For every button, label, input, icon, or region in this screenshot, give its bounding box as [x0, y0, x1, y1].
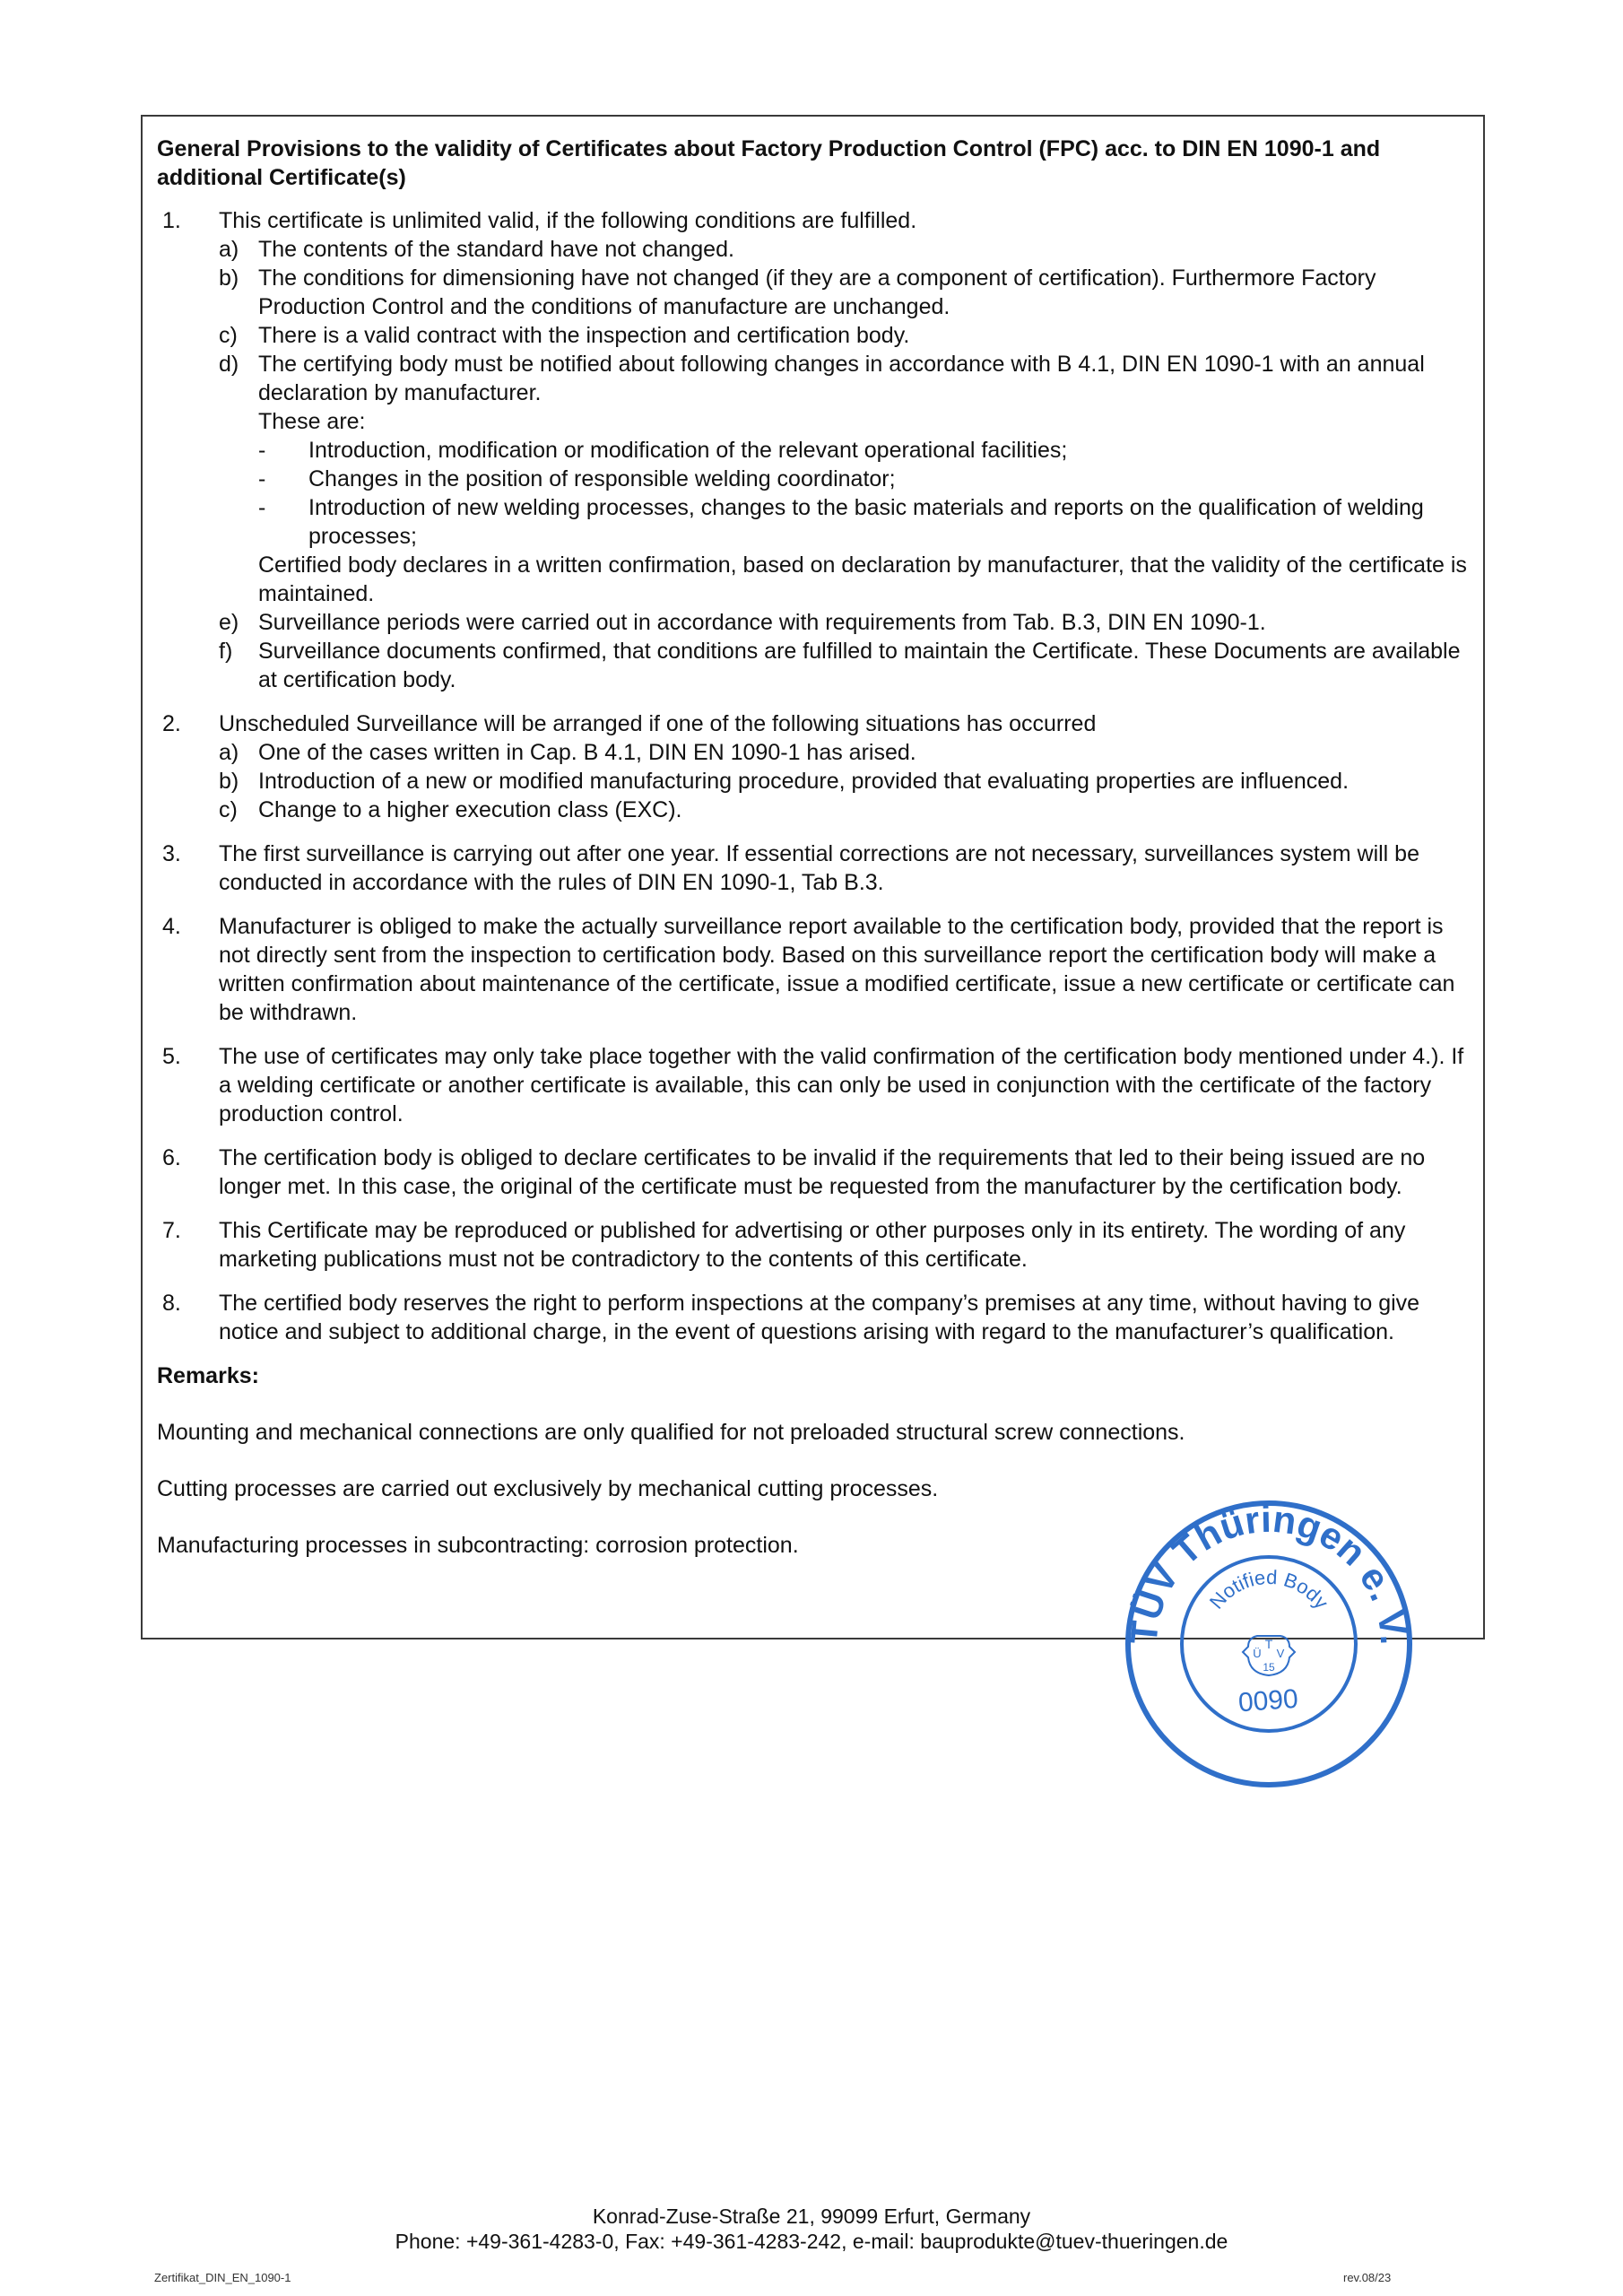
provision-item-1: [157, 206, 1471, 694]
sub-letter: c): [219, 797, 238, 822]
item-text: Unscheduled Surveillance will be arranged if one of the following situations has occurred: [219, 711, 1097, 736]
provision-item-4: [157, 912, 1471, 1027]
item-text: The certified body reserves the right to perform inspections at the company’s premises at any time, without having to give notice and subject to additional charge, in the event of questions arising with regard to the manufacturer’s qualification.: [219, 1291, 1420, 1344]
item-number: 5.: [162, 1044, 181, 1069]
dash-item-3: - Introduction of new welding processes, changes to the basic materials and reports on the qualification of welding processes;: [258, 495, 1424, 549]
item-text: This certificate is unlimited valid, if the following conditions are fulfilled.: [219, 208, 917, 233]
stamp-outer-text: TÜV Thüringen e. V.: [1122, 1497, 1416, 1647]
item-number: 4.: [162, 914, 181, 939]
sub-text: There is a valid contract with the inspection and certification body.: [258, 323, 910, 348]
footer-contact-line: Phone: +49-361-4283-0, Fax: +49-361-4283-242, e-mail: bauprodukte@tuev-thueringen.de: [395, 2230, 1228, 2253]
sub-text: Surveillance documents confirmed, that conditions are fulfilled to maintain the Certificate. These Documents are available at certification body.: [258, 639, 1461, 692]
sub-letter: c): [219, 323, 238, 348]
remark-line-1: Mounting and mechanical connections are only qualified for not preloaded structural screw connections.: [157, 1420, 1185, 1445]
dash-item-2: - Changes in the position of responsible welding coordinator;: [258, 466, 896, 491]
provisions-box: [141, 115, 1485, 1639]
sub-item-1b: [219, 264, 1471, 321]
dash-text: Changes in the position of responsible welding coordinator;: [308, 466, 896, 491]
sub-text: Change to a higher execution class (EXC).: [258, 797, 682, 822]
provision-item-3: [157, 839, 1471, 897]
sub-item-1a: [219, 235, 1471, 264]
sub-text: Surveillance periods were carried out in accordance with requirements from Tab. B.3, DIN EN 1090-1.: [258, 610, 1266, 635]
sub-text: The conditions for dimensioning have not changed (if they are a component of certification). Furthermore Factory Production Control and the conditions of manufacture are unchanged.: [258, 265, 1376, 319]
provision-item-2: [157, 709, 1471, 824]
sub-text: One of the cases written in Cap. B 4.1, DIN EN 1090-1 has arised.: [258, 740, 916, 765]
provision-item-7: [157, 1216, 1471, 1274]
remark-line-2: Cutting processes are carried out exclusively by mechanical cutting processes.: [157, 1476, 939, 1501]
sub-item-1e: [219, 608, 1471, 637]
item-text: The use of certificates may only take place together with the valid confirmation of the certification body mentioned under 4.). If a welding certificate or another certificate is available, this can only be used in conjunction with the certificate of the factory production control.: [219, 1044, 1464, 1126]
tuv-stamp: [1121, 1496, 1417, 1792]
provision-item-6: [157, 1144, 1471, 1201]
footer-address-line: Konrad-Zuse-Straße 21, 99099 Erfurt, Germany: [592, 2205, 1031, 2228]
item-text: This Certificate may be reproduced or published for advertising or other purposes only in its entirety. The wording of any marketing publications must not be contradictory to the contents of this certificate.: [219, 1218, 1406, 1272]
sub-letter: e): [219, 610, 239, 635]
these-are-label: These are:: [258, 409, 366, 434]
item-text: The certification body is obliged to declare certificates to be invalid if the requirements that led to their being issued are no longer met. In this case, the original of the certificate must be requested from the manufacturer by the certification body.: [219, 1145, 1426, 1199]
item-number: 2.: [162, 711, 181, 736]
item-number: 1.: [162, 208, 181, 233]
provision-item-8: [157, 1289, 1471, 1346]
dash-item-1: - Introduction, modification or modification of the relevant operational facilities;: [258, 438, 1068, 463]
sub-item-1d: [219, 350, 1471, 407]
item-number: 8.: [162, 1291, 181, 1316]
item-text: Manufacturer is obliged to make the actually surveillance report available to the certification body, provided that the report is not directly sent from the inspection to certification body. Based on this surveillance report the certification body will make a written confirmation about maintenance of the certificate, issue a modified certificate, issue a new certificate or certificate can be withdrawn.: [219, 914, 1455, 1025]
sub-text: The certifying body must be notified about following changes in accordance with B 4.1, DIN EN 1090-1 with an annual declaration by manufacturer.: [258, 352, 1425, 405]
item-number: 3.: [162, 841, 181, 866]
sub-letter: a): [219, 237, 239, 262]
sub-letter: b): [219, 265, 239, 291]
sub-letter: d): [219, 352, 239, 377]
provision-item-5: [157, 1042, 1471, 1128]
certified-note: Certified body declares in a written confirmation, based on declaration by manufacturer, that the validity of the certificate is maintained.: [258, 552, 1467, 606]
sub-item-2b: [219, 767, 1471, 796]
item-text: The first surveillance is carrying out after one year. If essential corrections are not necessary, surveillances system will be conducted in accordance with the rules of DIN EN 1090-1, Tab B.3.: [219, 841, 1419, 895]
sub-letter: f): [219, 639, 233, 664]
dash-text: Introduction, modification or modification of the relevant operational facilities;: [308, 438, 1068, 463]
logo-letter-t: T: [1264, 1637, 1273, 1651]
sub-item-2c: [219, 796, 1471, 824]
tuv-logo-icon: [1243, 1636, 1295, 1675]
logo-number: 15: [1263, 1661, 1275, 1674]
remarks-title: Remarks:: [157, 1363, 259, 1388]
sub-text: Introduction of a new or modified manufacturing procedure, provided that evaluating properties are influenced.: [258, 769, 1350, 794]
item-number: 6.: [162, 1145, 181, 1170]
stamp-number: 0090: [1237, 1683, 1299, 1718]
sub-text: The contents of the standard have not changed.: [258, 237, 734, 262]
sub-item-1f: [219, 637, 1471, 694]
stamp-inner-text: Notified Body: [1204, 1565, 1333, 1613]
sub-letter: b): [219, 769, 239, 794]
provisions-heading: General Provisions to the validity of Certificates about Factory Production Control (FPC) acc. to DIN EN 1090-1 and additional Certificate(s): [157, 136, 1381, 190]
footer-revision: rev.08/23: [1343, 2271, 1392, 2284]
logo-letter-v: V: [1276, 1647, 1285, 1660]
sub-item-1c: [219, 321, 1471, 350]
footer-address: [0, 2204, 1623, 2254]
footer-file-name: Zertifikat_DIN_EN_1090-1: [154, 2271, 291, 2284]
item-number: 7.: [162, 1218, 181, 1243]
logo-letter-u: Ü: [1253, 1647, 1262, 1660]
sub-item-2a: [219, 738, 1471, 767]
sub-letter: a): [219, 740, 239, 765]
remark-line-3: Manufacturing processes in subcontracting: corrosion protection.: [157, 1533, 799, 1558]
dash-text: Introduction of new welding processes, changes to the basic materials and reports on the qualification of welding processes;: [308, 495, 1424, 549]
